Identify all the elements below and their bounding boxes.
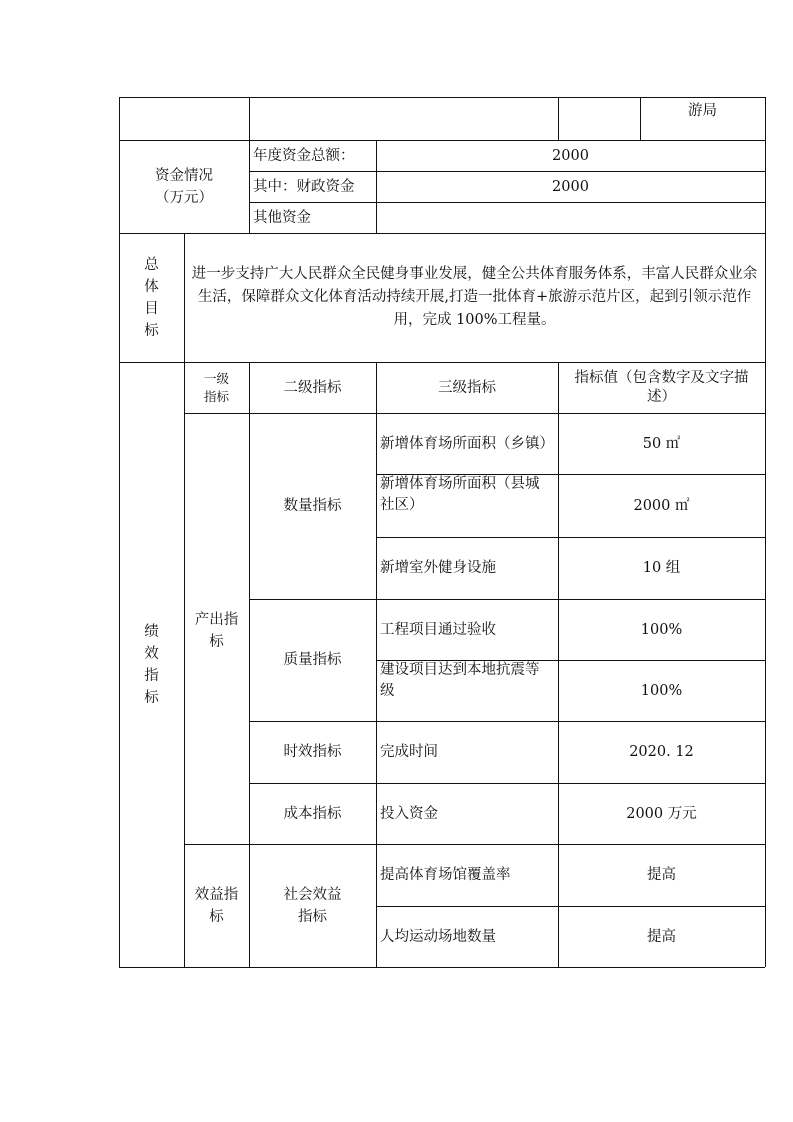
performance-label-char: 绩	[144, 623, 159, 640]
funding-row-label: 年度资金总额：	[253, 147, 355, 164]
benefit-label-line2: 标	[209, 908, 224, 925]
indicator-value-cell	[558, 844, 765, 906]
header-level1-line2: 指标	[203, 388, 229, 404]
header-level3	[376, 362, 558, 413]
overall-goal-text: 进一步支持广大人民群众全民健身事业发展，健全公共体育服务体系，丰富人民群众业余生活，保障群众文化体育活动持续开展,打造一批体育+旅游示范片区，起到引领示范作用，完成 100%工程量。	[191, 266, 758, 328]
funding-total-value	[376, 140, 765, 171]
performance-label-char: 指	[144, 667, 159, 684]
funding-fiscal-value	[376, 171, 765, 202]
output-indicator-label	[184, 413, 249, 844]
indicator-text: 新增体育场所面积（乡镇）	[380, 435, 554, 452]
header-level3-text: 三级指标	[438, 379, 496, 396]
indicator-value: 提高	[647, 928, 676, 945]
funding-label-line1: 资金情况	[155, 167, 213, 184]
funding-label	[119, 140, 249, 233]
indicator-cell	[376, 906, 558, 967]
performance-label	[119, 362, 184, 967]
quality-indicator-label	[249, 599, 376, 721]
indicator-cell	[376, 474, 558, 537]
overall-goal-label	[119, 233, 184, 362]
performance-label-char: 标	[144, 689, 159, 706]
benefit-label-line1: 效益指	[194, 886, 239, 903]
indicator-value: 100%	[640, 682, 683, 699]
indicator-text: 人均运动场地数量	[380, 928, 496, 945]
indicator-value-cell	[558, 474, 765, 537]
performance-label-char: 效	[144, 645, 159, 662]
header-value-line1: 指标值（包含数字及文字描	[574, 369, 749, 386]
funding-fiscal-label	[249, 171, 376, 202]
indicator-value-cell	[558, 537, 765, 599]
indicator-value: 10 组	[642, 560, 681, 576]
funding-total-label	[249, 140, 376, 171]
social-benefit-label	[249, 844, 376, 967]
quality-label-text: 质量指标	[283, 652, 342, 668]
funding-row-value: 2000	[552, 147, 589, 164]
indicator-cell	[376, 660, 558, 721]
funding-row-label: 其他资金	[253, 209, 311, 226]
indicator-cell	[376, 783, 558, 844]
header-level1	[184, 362, 249, 413]
overall-goal-content	[184, 233, 765, 362]
indicator-text-line2: 级	[380, 683, 395, 699]
timeliness-indicator-label	[249, 721, 376, 783]
indicator-cell	[376, 844, 558, 906]
indicator-value-cell	[558, 660, 765, 721]
social-label-line1: 社会效益	[283, 886, 342, 903]
cost-label-text: 成本指标	[283, 805, 342, 822]
indicator-text: 完成时间	[380, 744, 438, 760]
indicator-value-cell	[558, 599, 765, 660]
indicator-value: 提高	[647, 867, 676, 883]
quantity-indicator-label	[249, 413, 376, 599]
indicator-value: 2020. 12	[629, 744, 694, 760]
indicator-value: 2000 ㎡	[633, 497, 690, 514]
funding-row-value: 2000	[552, 178, 589, 195]
social-label-line2: 指标	[298, 908, 327, 925]
overall-goal-label-char: 目	[144, 300, 159, 317]
overall-goal-label-char: 总	[144, 256, 159, 273]
indicator-value-cell	[558, 721, 765, 783]
funding-other-value	[376, 202, 765, 233]
funding-other-label	[249, 202, 376, 233]
indicator-text: 工程项目通过验收	[380, 621, 496, 638]
indicator-text: 投入资金	[380, 805, 438, 822]
indicator-text-line1: 建设项目达到本地抗震等	[380, 662, 540, 678]
indicator-value: 2000 万元	[626, 805, 697, 822]
header-value-line2: 述）	[647, 388, 676, 405]
indicator-cell	[376, 537, 558, 599]
indicator-text-line2: 社区）	[380, 497, 424, 513]
funding-row-label: 其中：财政资金	[253, 178, 355, 195]
cost-indicator-label	[249, 783, 376, 844]
indicator-value-cell	[558, 906, 765, 967]
indicator-cell	[376, 599, 558, 660]
output-label-line2: 标	[209, 634, 224, 650]
funding-label-line2: （万元）	[155, 189, 213, 206]
indicator-cell	[376, 413, 558, 474]
header-fragment	[640, 97, 765, 125]
benefit-indicator-label	[184, 844, 249, 967]
quantity-label-text: 数量指标	[283, 498, 342, 514]
indicator-value-cell	[558, 783, 765, 844]
header-level1-line1: 一级	[203, 370, 229, 386]
indicator-value-cell	[558, 413, 765, 474]
output-label-line1: 产出指	[194, 612, 239, 628]
header-level2	[249, 362, 376, 413]
indicator-text: 新增室外健身设施	[380, 560, 496, 576]
indicator-value: 100%	[640, 621, 683, 638]
header-level2-text: 二级指标	[283, 379, 342, 396]
indicator-value: 50 ㎡	[642, 435, 681, 452]
indicator-text-line1: 新增体育场所面积（县城	[380, 476, 540, 492]
overall-goal-label-char: 标	[144, 322, 159, 339]
indicator-cell	[376, 721, 558, 783]
timeliness-label-text: 时效指标	[283, 744, 342, 760]
header-value	[558, 362, 765, 413]
indicator-text: 提高体育场馆覆盖率	[380, 867, 511, 883]
overall-goal-label-char: 体	[144, 278, 159, 295]
header-fragment-text: 游局	[688, 103, 717, 119]
